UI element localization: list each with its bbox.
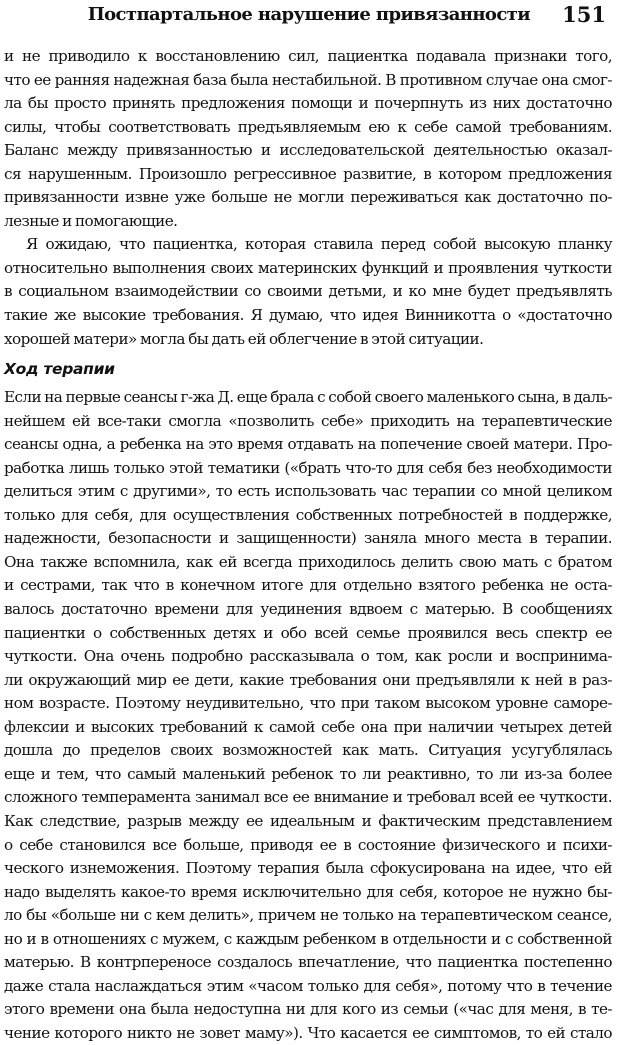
text-line: относительно выполнения своих материнских функций и проявления чуткости — [4, 258, 612, 277]
page-number: 151 — [562, 2, 606, 27]
text-line: сложного темперамента занимал все ее внимание и требовал всей ее чуткости. — [4, 788, 612, 807]
text-line: привязанности извне уже больше не могли переживаться как достаточно по- — [4, 188, 612, 207]
text-line: ся нарушенным. Произошло регрессивное развитие, в котором предложения — [4, 164, 612, 183]
text-line: такие же высокие требования. Я думаю, что идея Винникотта о «достаточно — [4, 306, 612, 325]
text-line: этого времени она была недоступна ни для кого из семьи («час для меня, в те- — [4, 1000, 612, 1019]
text-line: ческого изнеможения. Поэтому терапия была сфокусирована на идее, что ей — [4, 859, 612, 878]
text-line: матерью. В контрпереносе создалось впечатление, что пациентка постепенно — [4, 953, 612, 972]
text-line: Баланс между привязанностью и исследовательской деятельностью оказал- — [4, 141, 612, 160]
text-line: флексии и высоких требований к самой себе она при наличии четырех детей — [4, 717, 612, 736]
text-line: работка лишь только этой тематики («брать что-то для себя без необходимости — [4, 458, 612, 477]
text-line: ном возрасте. Поэтому неудивительно, что при таком высоком уровне саморе- — [4, 694, 612, 713]
text-line: валось достаточно времени для уединения вдвоем с матерью. В сообщениях — [4, 600, 612, 619]
text-line: силы, чтобы соответствовать предъявляемым ею к себе самой требованиям. — [4, 117, 612, 136]
paragraph-expectation — [4, 233, 612, 351]
text-line: ли окружающий мир ее дети, какие требования они предъявляли к ней в раз- — [4, 670, 612, 689]
text-line: только для себя, для осуществления собственных потребностей в поддержке, — [4, 505, 612, 524]
running-header — [0, 4, 612, 34]
text-line: надо выделять какое-то время исключительно для себя, которое не нужно бы- — [4, 882, 612, 901]
text-line: надежности, безопасности и защищенности) заняла много места в терапии. — [4, 529, 612, 548]
paragraph-therapy — [4, 386, 612, 1045]
text-line: чуткости. Она очень подробно рассказывала о том, как росли и воспринима- — [4, 647, 612, 666]
section-heading: Ход терапии — [4, 360, 115, 379]
running-title: Постпартальное нарушение привязанности — [87, 4, 530, 25]
text-line: в социальном взаимодействии со своими детьми, и ко мне будет предъявлять — [4, 282, 612, 301]
text-line: Как следствие, разрыв между ее идеальным и фактическим представлением — [4, 811, 612, 830]
text-line: пациентки о собственных детях и обо всей семье проявился весь спектр ее — [4, 623, 612, 642]
text-line: делиться этим с другими», то есть использовать час терапии со мной целиком — [4, 482, 612, 501]
text-line: Если на первые сеансы г-жа Д. еще брала с собой своего маленького сына, в даль- — [4, 388, 612, 407]
text-line: чение которого никто не зовет маму»). Что касается ее симптомов, то ей стало — [4, 1023, 612, 1042]
text-line: ла бы просто принять предложения помощи и почерпнуть из них достаточно — [4, 94, 612, 113]
text-line: и не приводило к восстановлению сил, пациентка подавала признаки того, — [4, 47, 612, 65]
paragraph-continuation — [4, 45, 612, 233]
text-line: еще и тем, что самый маленький ребенок то ли реактивно, то ли из-за более — [4, 764, 612, 783]
text-line: дошла до пределов своих возможностей как мать. Ситуация усугублялась — [4, 741, 612, 760]
text-line: хорошей матери» могла бы дать ей облегчение в этой ситуации. — [4, 329, 484, 348]
text-line: Она также вспомнила, как ей всегда приходилось делить свою мать с братом — [4, 552, 612, 571]
text-line: даже стала наслаждаться этим «часом только для себя», потому что в течение — [4, 976, 612, 995]
text-line: о себе становился все больше, приводя ее в состояние физического и психи- — [4, 835, 612, 854]
text-line: лезные и помогающие. — [4, 211, 178, 230]
text-line: ло бы «больше ни с кем делить», причем не только на терапевтическом сеансе, — [4, 906, 612, 925]
text-line: нейшем ей все-таки смогла «позволить себе» приходить на терапевтические — [4, 411, 612, 430]
body-text — [4, 45, 612, 1045]
text-line: и сестрами, так что в конечном итоге для отдельно взятого ребенка не оста- — [4, 576, 612, 595]
text-line: но и в отношениях с мужем, с каждым ребенком в отдельности и с собственной — [4, 929, 612, 948]
text-line: что ее ранняя надежная база была нестабильной. В противном случае она смог- — [4, 70, 612, 89]
text-line: сеансы одна, а ребенка на это время отдавать на попечение своей матери. Про- — [4, 435, 612, 454]
text-line: Я ожидаю, что пациентка, которая ставила перед собой высокую планку — [26, 235, 612, 254]
